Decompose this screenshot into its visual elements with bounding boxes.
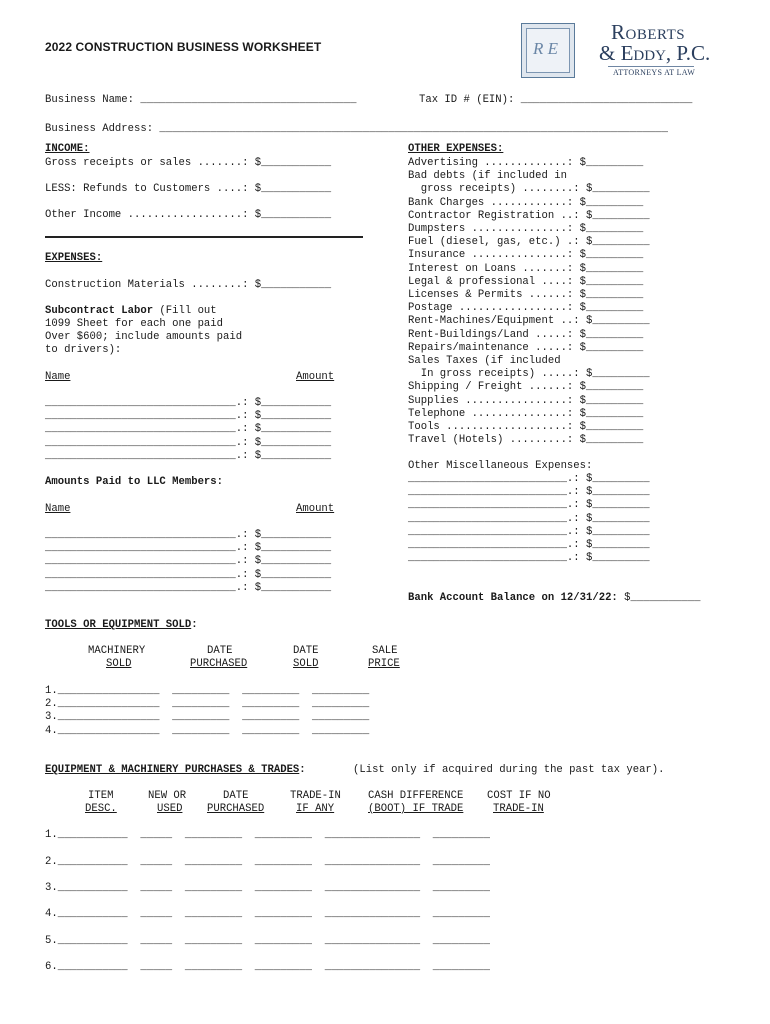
col-sale-price: SALE: [372, 645, 398, 657]
income-heading: INCOME:: [45, 143, 90, 155]
tools-sold-heading-line: [45, 619, 198, 631]
bank-balance-label: Bank Account Balance on 12/31/22:: [408, 592, 618, 604]
amount-column-label: Amount: [296, 371, 335, 383]
col-machinery-sold: SOLD: [106, 658, 132, 670]
purchase-row-3[interactable]: 3.___________ _____ _________ _________ _______________ _________: [45, 882, 491, 894]
purchases-colon: :: [299, 764, 306, 776]
col-boot-if-trade: (BOOT) IF TRADE: [368, 803, 464, 815]
subcontract-note: 1099 Sheet for each one paid Over $600; include amounts paid to drivers):: [45, 318, 243, 357]
other-expenses-lines[interactable]: Advertising .............: $_________ Bad debts (if included in gross receipts) ........: $_________ Bank Charges ............: $_________ Contractor Registration ..: $_________ Dumpsters ...............: $_________ Fuel (diesel, gas, etc.) .: $_________ Insurance ...............: $_________ Interest on Loans .......: $_________ Legal & professional ....: $_________ Licenses & Permits ......: $_________ Postage .................: $_________ Rent-Machines/Equipment ..: $_________ Rent-Buildings/Land .....: $_________ Repairs/maintenance .....: $_________ Sales Taxes (if included In gross receipts) .....: $_________ Shipping / Freight ......: $_________ Supplies ................: $_________ Telephone ...............: $_________ Tools ...................: $_________ Travel (Hotels) .........: $_________: [408, 157, 650, 447]
monogram-inner: [526, 28, 570, 73]
firm-name-line2: & Eddy, P.C.: [599, 41, 711, 65]
col-trade-in: TRADE-IN: [290, 790, 341, 802]
tools-sold-heading: TOOLS OR EQUIPMENT SOLD: [45, 619, 192, 631]
misc-expenses-heading: Other Miscellaneous Expenses:: [408, 460, 593, 472]
col-sale-price-b: PRICE: [368, 658, 400, 670]
col-item: ITEM: [88, 790, 114, 802]
purchases-heading: EQUIPMENT & MACHINERY PURCHASES & TRADES: [45, 764, 300, 776]
business-address-field[interactable]: Business Address: ________________________________________________________________________________: [45, 123, 669, 135]
other-expenses-heading: OTHER EXPENSES:: [408, 143, 504, 155]
col-trade-in-b: TRADE-IN: [493, 803, 544, 815]
col-machinery: MACHINERY: [88, 645, 146, 657]
purchase-row-2[interactable]: 2.___________ _____ _________ _________ _______________ _________: [45, 856, 491, 868]
firm-name-line1: Roberts: [611, 20, 686, 44]
col-new-or: NEW OR: [148, 790, 187, 802]
business-name-field[interactable]: Business Name: __________________________________: [45, 94, 357, 106]
expenses-heading: EXPENSES:: [45, 252, 103, 264]
firm-rule: [608, 66, 694, 67]
firm-tagline: ATTORNEYS AT LAW: [613, 68, 696, 77]
col-if-any: IF ANY: [296, 803, 335, 815]
llc-amount-label: Amount: [296, 503, 335, 515]
purchases-heading-line: [45, 764, 306, 776]
col-date-sold-b: SOLD: [293, 658, 319, 670]
misc-expenses-rows[interactable]: _________________________.: $_________ _________________________.: $_________ _________________________.: $_________ _________________________.: $_________ _________________________.: $_________ _________________________.: $_________ _________________________.: $_________: [408, 473, 650, 565]
bank-balance-blank[interactable]: $___________: [617, 592, 701, 604]
subcontract-note-first: (Fill out: [153, 305, 217, 317]
col-date: DATE: [223, 790, 249, 802]
purchases-note: (List only if acquired during the past tax year).: [353, 764, 665, 776]
income-lines[interactable]: Gross receipts or sales .......: $___________ LESS: Refunds to Customers ....: $___________ Other Income ..................: $___________: [45, 157, 332, 221]
section-divider: [45, 236, 363, 238]
construction-materials-line[interactable]: Construction Materials ........: $___________: [45, 279, 332, 291]
subcontract-labor-block: [45, 305, 217, 318]
monogram-text: R E: [533, 39, 559, 58]
page-title: 2022 CONSTRUCTION BUSINESS WORKSHEET: [45, 40, 322, 54]
llc-name-label: Name: [45, 503, 71, 515]
llc-heading: Amounts Paid to LLC Members:: [45, 476, 224, 488]
subcontract-heading: Subcontract Labor: [45, 305, 154, 317]
col-date-purchased-b: PURCHASED: [190, 658, 248, 670]
monogram-box: [521, 23, 575, 78]
col-date-sold: DATE: [293, 645, 319, 657]
col-item-desc: DESC.: [85, 803, 117, 815]
col-cash-difference: CASH DIFFERENCE: [368, 790, 464, 802]
subcontract-rows[interactable]: ______________________________.: $___________ ______________________________.: $___________ ______________________________.: $___________ ______________________________.: $___________ ______________________________.: $___________: [45, 397, 332, 462]
col-used: USED: [157, 803, 183, 815]
col-date-purchased: DATE: [207, 645, 233, 657]
tax-id-field[interactable]: Tax ID # (EIN): ___________________________: [419, 94, 693, 106]
llc-rows[interactable]: ______________________________.: $___________ ______________________________.: $___________ ______________________________.: $___________ ______________________________.: $___________ ______________________________.: $___________: [45, 529, 332, 594]
tools-sold-rows[interactable]: 1.________________ _________ _________ _________ 2.________________ _________ _________ _________ 3.________________ _________ _________ _________ 4.________________ _________ _________ _________: [45, 685, 370, 737]
tools-sold-colon: :: [191, 619, 198, 631]
purchase-row-1[interactable]: 1.___________ _____ _________ _________ _______________ _________: [45, 829, 491, 841]
purchase-row-6[interactable]: 6.___________ _____ _________ _________ _______________ _________: [45, 961, 491, 973]
bank-balance-line[interactable]: [408, 592, 700, 604]
name-column-label: Name: [45, 371, 71, 383]
purchase-row-5[interactable]: 5.___________ _____ _________ _________ _______________ _________: [45, 935, 491, 947]
purchase-row-4[interactable]: 4.___________ _____ _________ _________ _______________ _________: [45, 908, 491, 920]
col-cost-if-no: COST IF NO: [487, 790, 551, 802]
col-purchased: PURCHASED: [207, 803, 265, 815]
